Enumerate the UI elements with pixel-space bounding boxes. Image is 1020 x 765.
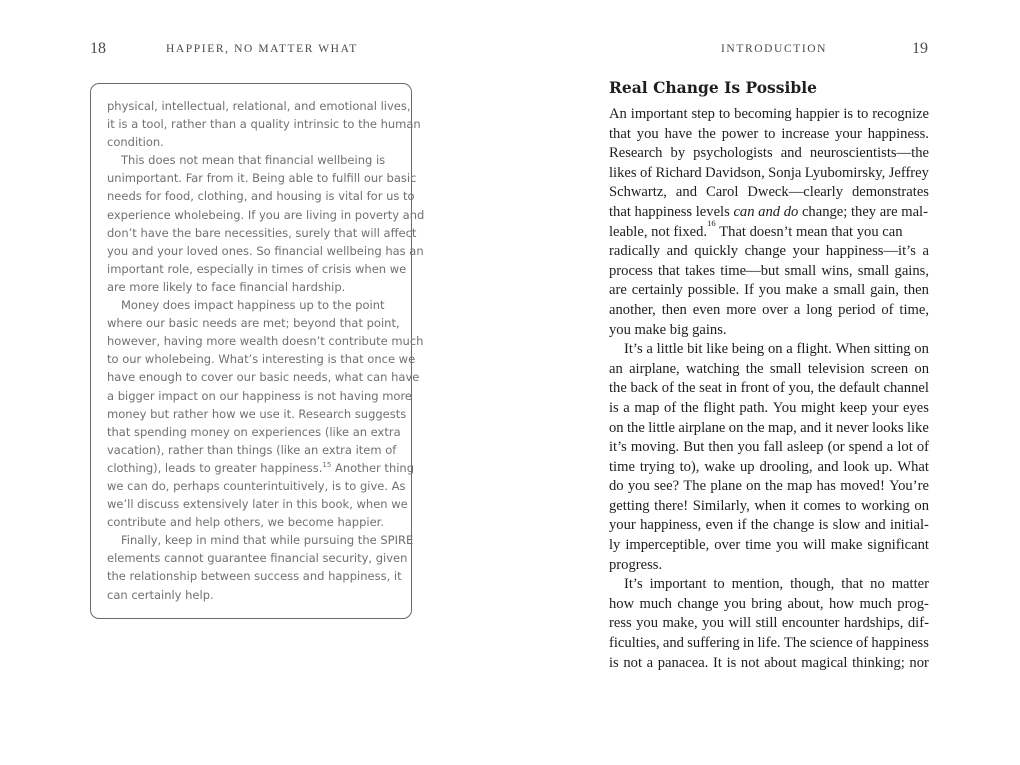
sidebar-line: to our wholebeing. What’s interesting is that once we	[107, 352, 416, 367]
text-line: Schwartz, and Carol Dweck—clearly demonstrates	[609, 184, 929, 201]
sidebar-line: This does not mean that financial wellbeing is	[121, 153, 386, 168]
sidebar-line: that spending money on experiences (like an extra	[107, 424, 401, 439]
text-line: ficulties, and suffering in life. The science of happiness	[609, 635, 929, 652]
sidebar-line: you and your loved ones. So financial wellbeing has an	[107, 243, 424, 258]
sidebar-line: a bigger impact on our happiness is not having more	[107, 388, 413, 403]
sidebar-line: we’ll discuss extensively later in this book, when we	[107, 497, 408, 512]
text-segment: that happiness levels	[609, 203, 730, 220]
text-segment: change; they are mal-	[801, 203, 928, 220]
sidebar-line-text: Another thing	[334, 460, 415, 475]
text-line: are certainly possible. If you make a small gain, then	[609, 282, 929, 299]
text-line: radically and quickly change your happiness—it’s a	[609, 243, 929, 260]
text-line: process that takes time—but small wins, small gains,	[609, 262, 929, 279]
text-line: it’s moving. But then you fall asleep (or spend a lot of	[609, 439, 929, 456]
right-running-head: INTRODUCTION	[721, 43, 828, 55]
text-line: is a map of the flight path. You might keep your eyes	[609, 399, 929, 416]
text-line: ress you make, you will still encounter hardships, dif-	[609, 615, 929, 632]
footnote-ref: 16	[707, 217, 716, 228]
text-line: An important step to becoming happier is to recognize	[609, 106, 929, 122]
sidebar-line: contribute and help others, we become happier.	[107, 515, 384, 530]
right-page-number: 19	[912, 40, 928, 57]
sidebar-line: don’t have the bare necessities, surely that will affect	[107, 225, 417, 240]
sidebar-line: money but rather how we use it. Research suggests	[107, 406, 407, 421]
sidebar-line: have enough to cover our basic needs, what can have	[107, 370, 420, 385]
text-line: is not a panacea. It is not about magical thinking; nor	[609, 654, 929, 671]
text-segment: leable, not fixed.	[609, 223, 708, 240]
sidebar-line: Finally, keep in mind that while pursuing the SPIRE	[121, 533, 414, 548]
section-heading: Real Change Is Possible	[609, 78, 817, 97]
body-text	[609, 105, 929, 673]
sidebar-line: needs for food, clothing, and housing is vital for us to	[107, 189, 415, 204]
text-line: do you see? The plane on the map has moved! You’re	[609, 478, 929, 495]
sidebar-line: the relationship between success and happiness, it	[107, 569, 402, 584]
text-line: ly imperceptible, over time you will make significant	[609, 537, 929, 554]
sidebar-line: experience wholebeing. If you are living in poverty and	[107, 207, 425, 222]
sidebar-line: we can do, perhaps counterintuitively, is to give. As	[107, 478, 406, 493]
sidebar-line: vacation), rather than things (like an extra item of	[107, 442, 397, 457]
sidebar-line: can certainly help.	[107, 587, 214, 602]
left-running-head: HAPPIER, NO MATTER WHAT	[166, 43, 358, 55]
text-line: the back of the seat in front of you, the default channel	[609, 380, 929, 397]
text-line: that you have the power to increase your happiness.	[609, 125, 929, 142]
sidebar-line: elements cannot guarantee financial security, given	[107, 551, 408, 566]
text-segment: That doesn’t mean that you can	[719, 223, 903, 240]
text-line	[609, 203, 929, 223]
text-line: progress.	[609, 556, 663, 573]
sidebar-line: it is a tool, rather than a quality intrinsic to the human	[107, 117, 421, 132]
emphasis: can and do	[733, 203, 799, 220]
sidebar-line: are more likely to face financial hardship.	[107, 279, 346, 294]
text-line: Research by psychologists and neuroscientists—the	[609, 145, 929, 162]
text-line: on the little airplane on the map, and it never looks like	[609, 419, 929, 436]
sidebar-box	[90, 83, 425, 619]
text-line: an airplane, watching the small television screen on	[609, 360, 929, 377]
sidebar-line: however, having more wealth doesn’t contribute much	[107, 334, 424, 349]
sidebar-line: Money does impact happiness up to the point	[121, 298, 385, 313]
sidebar-line: unimportant. Far from it. Being able to fulfill our basic	[107, 171, 417, 186]
text-line: you make big gains.	[609, 321, 727, 338]
sidebar-line: important role, especially in times of crisis when we	[107, 261, 407, 276]
text-line: your happiness, even if the change is slow and initial-	[609, 517, 929, 534]
sidebar-line: where our basic needs are met; beyond that point,	[107, 316, 400, 331]
text-line: getting there! Similarly, when it comes to working on	[609, 497, 929, 514]
sidebar-line: condition.	[107, 135, 164, 150]
text-line	[609, 217, 929, 243]
text-line: another, then even more over a long period of time,	[609, 301, 929, 318]
text-line: It’s important to mention, though, that no matter	[624, 576, 929, 593]
text-line: time trying to), wake up drooling, and look up. What	[609, 458, 929, 475]
sidebar-line: physical, intellectual, relational, and emotional lives,	[107, 99, 411, 113]
footnote-ref: 15	[322, 461, 332, 470]
text-line: how much change you bring about, how much prog-	[609, 595, 929, 612]
text-line: likes of Richard Davidson, Sonja Lyubomirsky, Jeffrey	[609, 164, 929, 181]
text-line: It’s a little bit like being on a flight. When sitting on	[624, 341, 929, 358]
sidebar-line	[107, 459, 415, 477]
sidebar-line-text: clothing), leads to greater happiness.	[107, 460, 323, 475]
left-page-number: 18	[90, 40, 106, 57]
